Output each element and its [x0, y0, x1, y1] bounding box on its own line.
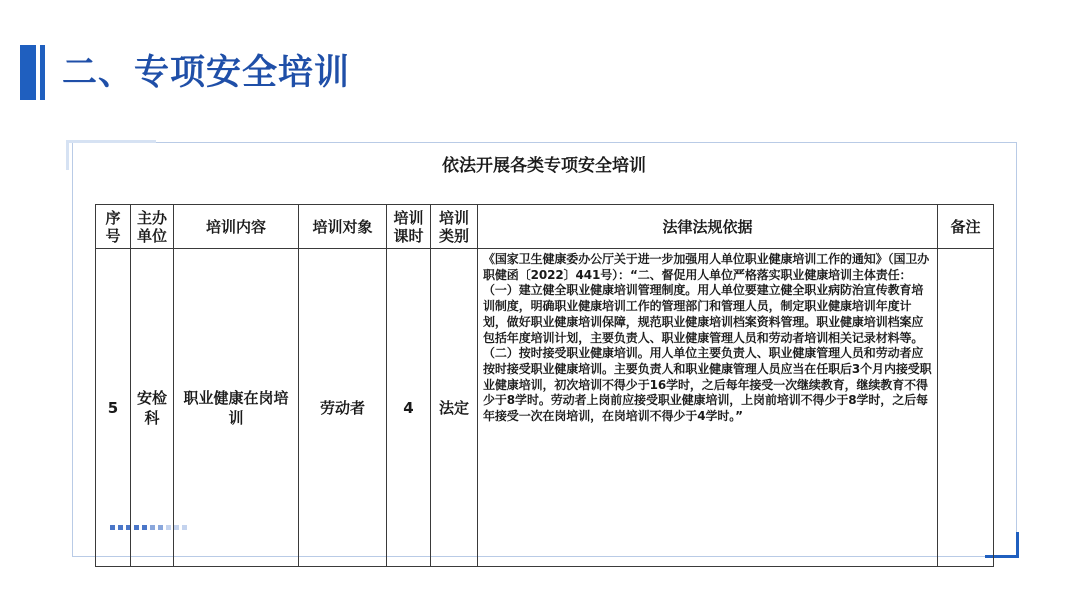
- header-accent-line: [40, 45, 45, 100]
- cell-content-text: 职业健康在岗培训: [183, 388, 289, 427]
- col-header-org-text: 主办单位: [136, 208, 167, 245]
- cell-target: 劳动者: [299, 249, 387, 567]
- cell-seq: 5: [96, 249, 131, 567]
- card-corner-decoration: [66, 140, 69, 170]
- training-table: [95, 204, 994, 567]
- col-header-content: 培训内容: [174, 205, 299, 249]
- cell-org: [131, 249, 174, 567]
- col-header-hours-text: 培训课时: [393, 208, 424, 245]
- col-header-seq: [96, 205, 131, 249]
- cell-content: [174, 249, 299, 567]
- col-header-category-text: 培训类别: [438, 208, 469, 245]
- cell-remark: [938, 249, 994, 567]
- col-header-basis: 法律法规依据: [478, 205, 938, 249]
- cell-legal-basis: 《国家卫生健康委办公厅关于进一步加强用人单位职业健康培训工作的通知》（国卫办职健函〔2022〕441号）：“二、督促用人单位严格落实职业健康培训主体责任：（一）建立健全职业健康培训管理制度。用人单位要建立健全职业病防治宣传教育培训制度，明确职业健康培训工作的管理部门和管理人员，制定职业健康培训年度计划，做好职业健康培训保障，规范职业健康培训档案资料管理。职业健康培训档案应包括年度培训计划，主要负责人、职业健康管理人员和劳动者培训相关记录材料等。（二）按时接受职业健康培训。用人单位主要负责人、职业健康管理人员和劳动者应按时接受职业健康培训。主要负责人和职业健康管理人员应当在任职后3个月内接受职业健康培训，初次培训不得少于16学时，之后每年接受一次继续教育，继续教育不得少于8学时。劳动者上岗前应接受职业健康培训，上岗前培训不得少于8学时，之后每年接受一次在岗培训，在岗培训不得少于4学时。”: [478, 249, 938, 567]
- col-header-hours: [387, 205, 431, 249]
- table-caption: 依法开展各类专项安全培训: [442, 156, 646, 176]
- cell-category: 法定: [431, 249, 478, 567]
- col-header-target: 培训对象: [299, 205, 387, 249]
- card-corner-decoration: [66, 140, 156, 143]
- table-row: [96, 249, 994, 567]
- card-corner-accent: [1016, 532, 1019, 558]
- col-header-seq-text: 序号: [105, 208, 121, 245]
- col-header-category: [431, 205, 478, 249]
- cell-hours: 4: [387, 249, 431, 567]
- page-title: 二、专项安全培训: [62, 53, 351, 93]
- table-header-row: [96, 205, 994, 249]
- header-accent-bar: [20, 45, 36, 100]
- cell-org-text: 安检科: [136, 388, 167, 427]
- col-header-remark: 备注: [938, 205, 994, 249]
- col-header-org: [131, 205, 174, 249]
